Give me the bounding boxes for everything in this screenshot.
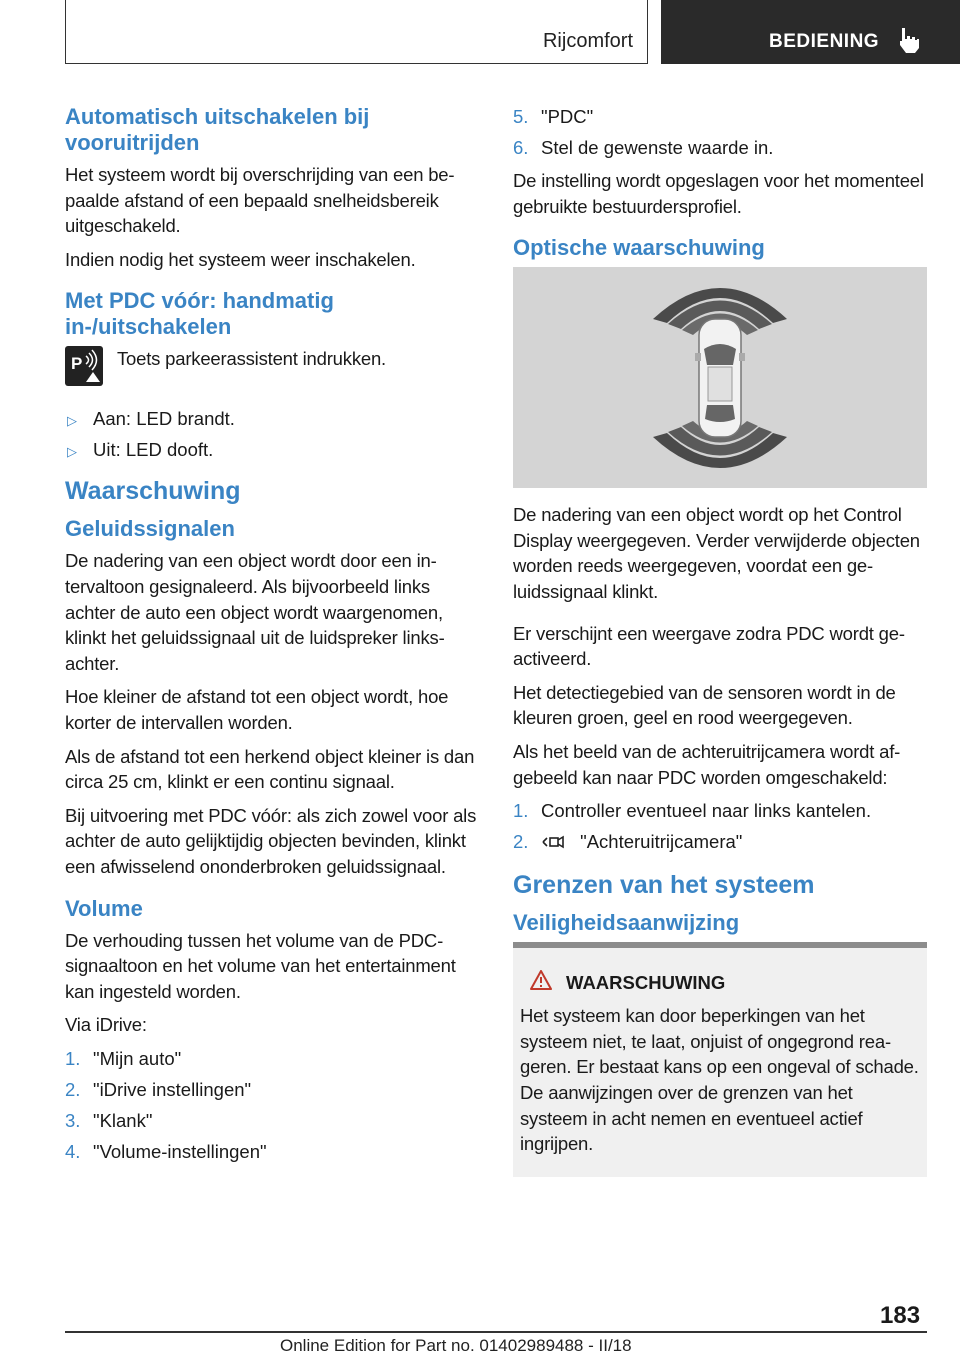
optical-text-2: Er verschijnt een weergave zodra PDC wordt geactiveerd. bbox=[513, 622, 906, 670]
sound-text-1: De nadering van een object wordt door een intervaltoon gesignaleerd. Als bijvoorbeeld links achter de auto een object wordt waargenomen, klinkt het geluidssignaal uit de luidspreker linksachter. bbox=[65, 550, 445, 674]
hand-pointer-icon bbox=[897, 26, 921, 59]
volume-text: De verhouding tussen het volume van de PDC-signaaltoon en het volume van het entertainment kan ingesteld worden. bbox=[65, 929, 456, 1002]
pdc-status-list bbox=[65, 406, 479, 462]
warning-note bbox=[513, 942, 927, 1177]
list-item: 1. "Mijn auto" bbox=[65, 1047, 182, 1069]
list-item: ▷ Aan: LED brandt. bbox=[65, 406, 479, 431]
optical-text-3: Het detectiegebied van de sensoren wordt in de kleuren groen, geel en rood weergegeven. bbox=[513, 681, 896, 729]
right-column bbox=[513, 104, 927, 1177]
via-idrive: Via iDrive: bbox=[65, 1014, 147, 1036]
sound-text-4: Bij uitvoering met PDC vóór: als zich zowel voor als achter de auto gelijktijdig objecten bevinden, klinkt een afwisselend ononderbroken geluidssignaal. bbox=[65, 804, 477, 877]
warning-text: Het systeem kan door beperkingen van het systeem niet, te laat, onjuist of ongegrond reageren. Er bestaat kans op een ongeval of schade. De aanwijzingen over de grenzen van het systeem in acht nemen en eventueel actief ingrijpen. bbox=[520, 1005, 919, 1155]
camera-toggle-icon bbox=[541, 831, 580, 852]
list-item: ▷ Uit: LED dooft. bbox=[65, 437, 479, 462]
warning-triangle-icon bbox=[520, 970, 566, 995]
volume-steps bbox=[65, 1046, 479, 1164]
volume-heading: Volume bbox=[65, 895, 143, 921]
triangle-bullet-icon: ▷ bbox=[67, 444, 77, 460]
pdc-instruction bbox=[65, 346, 479, 394]
volume-steps-continued bbox=[513, 104, 927, 160]
auto-off-heading: Automatisch uitschakelen bij vooruitrijden bbox=[65, 104, 370, 155]
save-note: De instelling wordt opgeslagen voor het momenteel gebruikte bestuurdersprofiel. bbox=[513, 170, 924, 217]
section-title: Rijcomfort bbox=[542, 30, 633, 52]
chapter-title: BEDIENING bbox=[769, 31, 880, 52]
page-number: 183 bbox=[880, 1302, 921, 1329]
auto-off-text: Het systeem wordt bij overschrijding van een bepaalde afstand of een bepaald snelheidsbereik uitgeschakeld. bbox=[65, 164, 455, 237]
sound-text-2: Hoe kleiner de afstand tot een object wordt, hoe korter de intervallen worden. bbox=[65, 686, 449, 733]
triangle-bullet-icon: ▷ bbox=[67, 413, 77, 429]
auto-off-note: Indien nodig het systeem weer inschakelen. bbox=[65, 248, 416, 270]
header-frame bbox=[65, 0, 648, 64]
list-item: 2. "Achteruitrijcamera" bbox=[513, 831, 743, 853]
warning-title: WAARSCHUWING bbox=[566, 971, 726, 993]
safety-heading: Veiligheidsaanwijzing bbox=[513, 910, 740, 936]
limits-heading: Grenzen van het systeem bbox=[513, 871, 815, 900]
optical-heading: Optische waarschuwing bbox=[513, 235, 765, 261]
svg-text:P: P bbox=[71, 354, 83, 374]
optical-text-4: Als het beeld van de achteruitrijcamera wordt afgebeeld kan naar PDC worden omgeschakeld: bbox=[513, 740, 901, 788]
list-item: 2. "iDrive instellingen" bbox=[65, 1078, 252, 1100]
parking-assistant-icon bbox=[65, 346, 103, 386]
left-column bbox=[65, 104, 479, 1172]
pdc-front-heading: Met PDC vóór: handmatig in-/uitschakelen bbox=[65, 288, 334, 340]
warning-heading: Waarschuwing bbox=[65, 477, 241, 506]
list-item: 6. Stel de gewenste waarde in. bbox=[513, 137, 774, 158]
chapter-tab bbox=[661, 0, 960, 64]
pdc-instruction-text: Toets parkeerassistent indrukken. bbox=[117, 348, 386, 370]
camera-steps bbox=[513, 798, 927, 854]
list-item: 4. "Volume-instellingen" bbox=[65, 1140, 267, 1162]
sound-text-3: Als de afstand tot een herkend object kleiner is dan circa 25 cm, klinkt er een continu signaal. bbox=[65, 745, 475, 793]
pdc-display-diagram bbox=[513, 267, 927, 488]
sound-heading: Geluidssignalen bbox=[65, 516, 235, 542]
list-item: 5. "PDC" bbox=[513, 106, 594, 127]
list-item: 1. Controller eventueel naar links kantelen. bbox=[513, 800, 872, 822]
list-item: 3. "Klank" bbox=[65, 1109, 153, 1131]
footer-edition: Online Edition for Part no. 01402989488 - II/18 bbox=[280, 1336, 632, 1355]
footer-divider bbox=[65, 1331, 927, 1333]
optical-text-1: De nadering van een object wordt op het Control Display weergegeven. Verder verwijderde objecten worden reeds weergegeven, voordat een geluidssignaal klinkt. bbox=[513, 504, 920, 602]
